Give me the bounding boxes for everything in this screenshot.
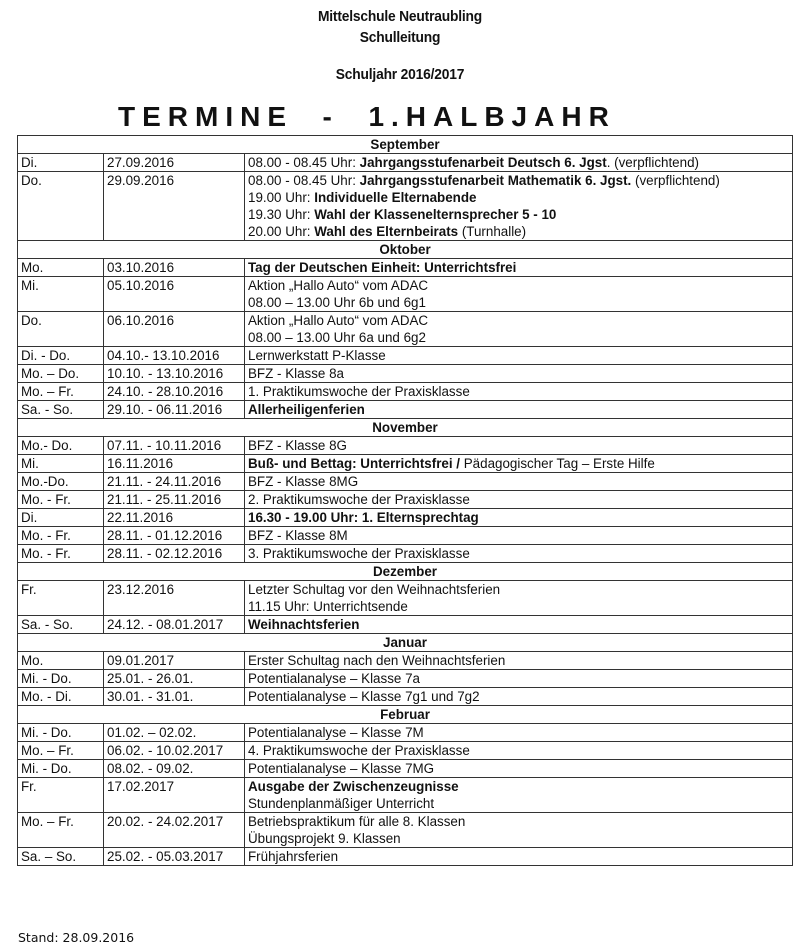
text: 2. Praktikumswoche der Praxisklasse — [248, 492, 470, 507]
text: Potentialanalyse – Klasse 7g1 und 7g2 — [248, 689, 480, 704]
event-row — [18, 172, 793, 241]
bold-text: Tag der Deutschen Einheit: Unterrichtsfrei — [248, 260, 517, 275]
month-name: Februar — [18, 706, 793, 724]
department-name: Schulleitung — [359, 29, 441, 46]
event-date: 29.09.2016 — [104, 172, 245, 241]
description-line — [248, 365, 789, 382]
text: Lernwerkstatt P-Klasse — [248, 348, 386, 363]
month-header-row — [18, 706, 793, 724]
event-weekday: Sa. - So. — [18, 401, 104, 419]
event-row — [18, 616, 793, 634]
text: 08.00 - 08.45 Uhr: — [248, 155, 360, 170]
description-line — [248, 545, 789, 562]
event-weekday: Sa. - So. — [18, 616, 104, 634]
event-description — [245, 401, 793, 419]
event-row — [18, 581, 793, 616]
text: BFZ - Klasse 8a — [248, 366, 344, 381]
description-line — [248, 742, 789, 759]
description-line — [248, 581, 789, 598]
event-weekday: Mi. - Do. — [18, 670, 104, 688]
text: 08.00 – 13.00 Uhr 6b und 6g1 — [248, 295, 426, 310]
event-weekday: Mo. – Fr. — [18, 813, 104, 848]
event-row — [18, 437, 793, 455]
text: BFZ - Klasse 8G — [248, 438, 347, 453]
event-weekday: Sa. – So. — [18, 848, 104, 866]
event-weekday: Mo. - Fr. — [18, 545, 104, 563]
event-row — [18, 778, 793, 813]
event-weekday: Mo. - Fr. — [18, 527, 104, 545]
text: Potentialanalyse – Klasse 7MG — [248, 761, 435, 776]
event-description — [245, 437, 793, 455]
description-line — [248, 652, 789, 669]
event-weekday: Mo. — [18, 259, 104, 277]
event-date: 03.10.2016 — [104, 259, 245, 277]
text: Stundenplanmäßiger Unterricht — [248, 796, 435, 811]
event-weekday: Mo. — [18, 652, 104, 670]
bold-text: Wahl des Elternbeirats — [314, 224, 459, 239]
event-description — [245, 491, 793, 509]
event-row — [18, 312, 793, 347]
event-row — [18, 848, 793, 866]
description-line — [248, 154, 789, 171]
event-row — [18, 455, 793, 473]
event-description — [245, 259, 793, 277]
text: (verpflichtend) — [631, 173, 720, 188]
text: 19.30 Uhr: — [248, 207, 315, 222]
description-line — [248, 172, 789, 189]
event-description — [245, 172, 793, 241]
text: 11.15 Uhr: Unterrichtsende — [248, 599, 408, 614]
text: Letzter Schultag vor den Weihnachtsferien — [248, 582, 501, 597]
event-date: 06.10.2016 — [104, 312, 245, 347]
event-description — [245, 813, 793, 848]
text: BFZ - Klasse 8M — [248, 528, 348, 543]
event-description — [245, 581, 793, 616]
event-date: 25.02. - 05.03.2017 — [104, 848, 245, 866]
description-line — [248, 598, 789, 615]
text: BFZ - Klasse 8MG — [248, 474, 359, 489]
month-name: September — [18, 136, 793, 154]
page-title: TERMINE - 1.HALBJAHR — [118, 101, 616, 132]
text: Pädagogischer Tag – Erste Hilfe — [463, 456, 655, 471]
event-description — [245, 509, 793, 527]
event-row — [18, 742, 793, 760]
event-description — [245, 312, 793, 347]
description-line — [248, 383, 789, 400]
bold-text: Individuelle Elternabende — [314, 190, 477, 205]
description-line — [248, 688, 789, 705]
event-row — [18, 383, 793, 401]
description-line — [248, 437, 789, 454]
description-line — [248, 259, 789, 276]
description-line — [248, 455, 789, 472]
event-row — [18, 509, 793, 527]
description-line — [248, 527, 789, 544]
description-line — [248, 848, 789, 865]
event-date: 07.11. - 10.11.2016 — [104, 437, 245, 455]
text: Übungsprojekt 9. Klassen — [248, 831, 401, 846]
schedule-body — [18, 136, 793, 866]
description-line — [248, 491, 789, 508]
event-weekday: Fr. — [18, 581, 104, 616]
schedule-table — [17, 135, 793, 866]
event-description — [245, 545, 793, 563]
description-line — [248, 206, 789, 223]
description-line — [248, 760, 789, 777]
month-header-row — [18, 136, 793, 154]
month-name: Dezember — [18, 563, 793, 581]
event-date: 05.10.2016 — [104, 277, 245, 312]
event-date: 06.02. - 10.02.2017 — [104, 742, 245, 760]
bold-text: Jahrgangsstufenarbeit Mathematik 6. Jgst. — [359, 173, 632, 188]
description-line — [248, 401, 789, 418]
event-description — [245, 652, 793, 670]
description-line — [248, 189, 789, 206]
text: Frühjahrsferien — [248, 849, 339, 864]
description-line — [248, 312, 789, 329]
description-line — [248, 509, 789, 526]
event-row — [18, 724, 793, 742]
school-name: Mittelschule Neutraubling — [317, 8, 483, 25]
event-weekday: Mi. - Do. — [18, 760, 104, 778]
event-row — [18, 545, 793, 563]
description-line — [248, 347, 789, 364]
event-row — [18, 473, 793, 491]
event-weekday: Mi. — [18, 277, 104, 312]
event-weekday: Mo.- Do. — [18, 437, 104, 455]
event-weekday: Mo. – Fr. — [18, 742, 104, 760]
event-date: 30.01. - 31.01. — [104, 688, 245, 706]
text: 1. Praktikumswoche der Praxisklasse — [248, 384, 470, 399]
event-description — [245, 778, 793, 813]
text: 19.00 Uhr: — [248, 190, 315, 205]
description-line — [248, 294, 789, 311]
event-date: 28.11. - 02.12.2016 — [104, 545, 245, 563]
event-date: 27.09.2016 — [104, 154, 245, 172]
event-date: 24.12. - 08.01.2017 — [104, 616, 245, 634]
event-description — [245, 154, 793, 172]
event-description — [245, 473, 793, 491]
event-date: 28.11. - 01.12.2016 — [104, 527, 245, 545]
event-weekday: Di. — [18, 509, 104, 527]
event-row — [18, 527, 793, 545]
text: Potentialanalyse – Klasse 7M — [248, 725, 424, 740]
event-date: 01.02. – 02.02. — [104, 724, 245, 742]
description-line — [248, 778, 789, 795]
month-name: Januar — [18, 634, 793, 652]
event-description — [245, 365, 793, 383]
event-row — [18, 154, 793, 172]
event-row — [18, 365, 793, 383]
description-line — [248, 795, 789, 812]
event-description — [245, 277, 793, 312]
event-row — [18, 277, 793, 312]
event-row — [18, 652, 793, 670]
month-header-row — [18, 241, 793, 259]
month-header-row — [18, 419, 793, 437]
event-date: 24.10. - 28.10.2016 — [104, 383, 245, 401]
event-date: 08.02. - 09.02. — [104, 760, 245, 778]
event-weekday: Do. — [18, 172, 104, 241]
event-weekday: Mo.-Do. — [18, 473, 104, 491]
event-weekday: Mo. – Fr. — [18, 383, 104, 401]
event-weekday: Do. — [18, 312, 104, 347]
event-description — [245, 455, 793, 473]
text: 08.00 - 08.45 Uhr: — [248, 173, 360, 188]
bold-text: Allerheiligenferien — [248, 402, 365, 417]
description-line — [248, 473, 789, 490]
school-year: Schuljahr 2016/2017 — [335, 66, 465, 83]
description-line — [248, 724, 789, 741]
event-weekday: Fr. — [18, 778, 104, 813]
event-weekday: Mi. - Do. — [18, 724, 104, 742]
event-row — [18, 259, 793, 277]
event-date: 23.12.2016 — [104, 581, 245, 616]
text: Aktion „Hallo Auto“ vom ADAC — [248, 278, 429, 293]
text: 4. Praktikumswoche der Praxisklasse — [248, 743, 470, 758]
event-description — [245, 670, 793, 688]
description-line — [248, 277, 789, 294]
event-description — [245, 848, 793, 866]
text: Erster Schultag nach den Weihnachtsferien — [248, 653, 506, 668]
event-date: 04.10.- 13.10.2016 — [104, 347, 245, 365]
month-header-row — [18, 563, 793, 581]
description-line — [248, 813, 789, 830]
event-row — [18, 670, 793, 688]
event-weekday: Mo. - Fr. — [18, 491, 104, 509]
bold-text: Wahl der Klassenelternsprecher 5 - 10 — [314, 207, 557, 222]
event-weekday: Mi. — [18, 455, 104, 473]
description-line — [248, 616, 789, 633]
event-row — [18, 813, 793, 848]
text: 08.00 – 13.00 Uhr 6a und 6g2 — [248, 330, 426, 345]
description-line — [248, 223, 789, 240]
event-description — [245, 616, 793, 634]
text: . (verpflichtend) — [606, 155, 699, 170]
event-date: 09.01.2017 — [104, 652, 245, 670]
month-header-row — [18, 634, 793, 652]
text: (Turnhalle) — [458, 224, 527, 239]
last-updated: Stand: 28.09.2016 — [18, 930, 135, 945]
month-name: Oktober — [18, 241, 793, 259]
event-description — [245, 347, 793, 365]
bold-text: Buß- und Bettag: Unterrichtsfrei / — [248, 456, 464, 471]
event-description — [245, 688, 793, 706]
event-date: 21.11. - 24.11.2016 — [104, 473, 245, 491]
event-date: 16.11.2016 — [104, 455, 245, 473]
event-row — [18, 347, 793, 365]
event-description — [245, 724, 793, 742]
event-date: 21.11. - 25.11.2016 — [104, 491, 245, 509]
description-line — [248, 670, 789, 687]
event-description — [245, 742, 793, 760]
event-description — [245, 527, 793, 545]
event-weekday: Di. - Do. — [18, 347, 104, 365]
event-weekday: Mo. - Di. — [18, 688, 104, 706]
event-description — [245, 760, 793, 778]
event-row — [18, 688, 793, 706]
bold-text: Weihnachtsferien — [248, 617, 360, 632]
description-line — [248, 329, 789, 346]
event-date: 29.10. - 06.11.2016 — [104, 401, 245, 419]
text: Betriebspraktikum für alle 8. Klassen — [248, 814, 466, 829]
event-date: 22.11.2016 — [104, 509, 245, 527]
event-date: 20.02. - 24.02.2017 — [104, 813, 245, 848]
bold-text: Ausgabe der Zwischenzeugnisse — [248, 779, 459, 794]
bold-text: Jahrgangsstufenarbeit Deutsch 6. Jgst — [359, 155, 607, 170]
text: 3. Praktikumswoche der Praxisklasse — [248, 546, 470, 561]
text: 20.00 Uhr: — [248, 224, 315, 239]
event-date: 25.01. - 26.01. — [104, 670, 245, 688]
month-name: November — [18, 419, 793, 437]
event-row — [18, 760, 793, 778]
event-row — [18, 401, 793, 419]
description-line — [248, 830, 789, 847]
event-date: 10.10. - 13.10.2016 — [104, 365, 245, 383]
event-weekday: Mo. – Do. — [18, 365, 104, 383]
event-weekday: Di. — [18, 154, 104, 172]
event-description — [245, 383, 793, 401]
text: Potentialanalyse – Klasse 7a — [248, 671, 420, 686]
event-row — [18, 491, 793, 509]
event-date: 17.02.2017 — [104, 778, 245, 813]
bold-text: 16.30 - 19.00 Uhr: 1. Elternsprechtag — [248, 510, 479, 525]
text: Aktion „Hallo Auto“ vom ADAC — [248, 313, 429, 328]
